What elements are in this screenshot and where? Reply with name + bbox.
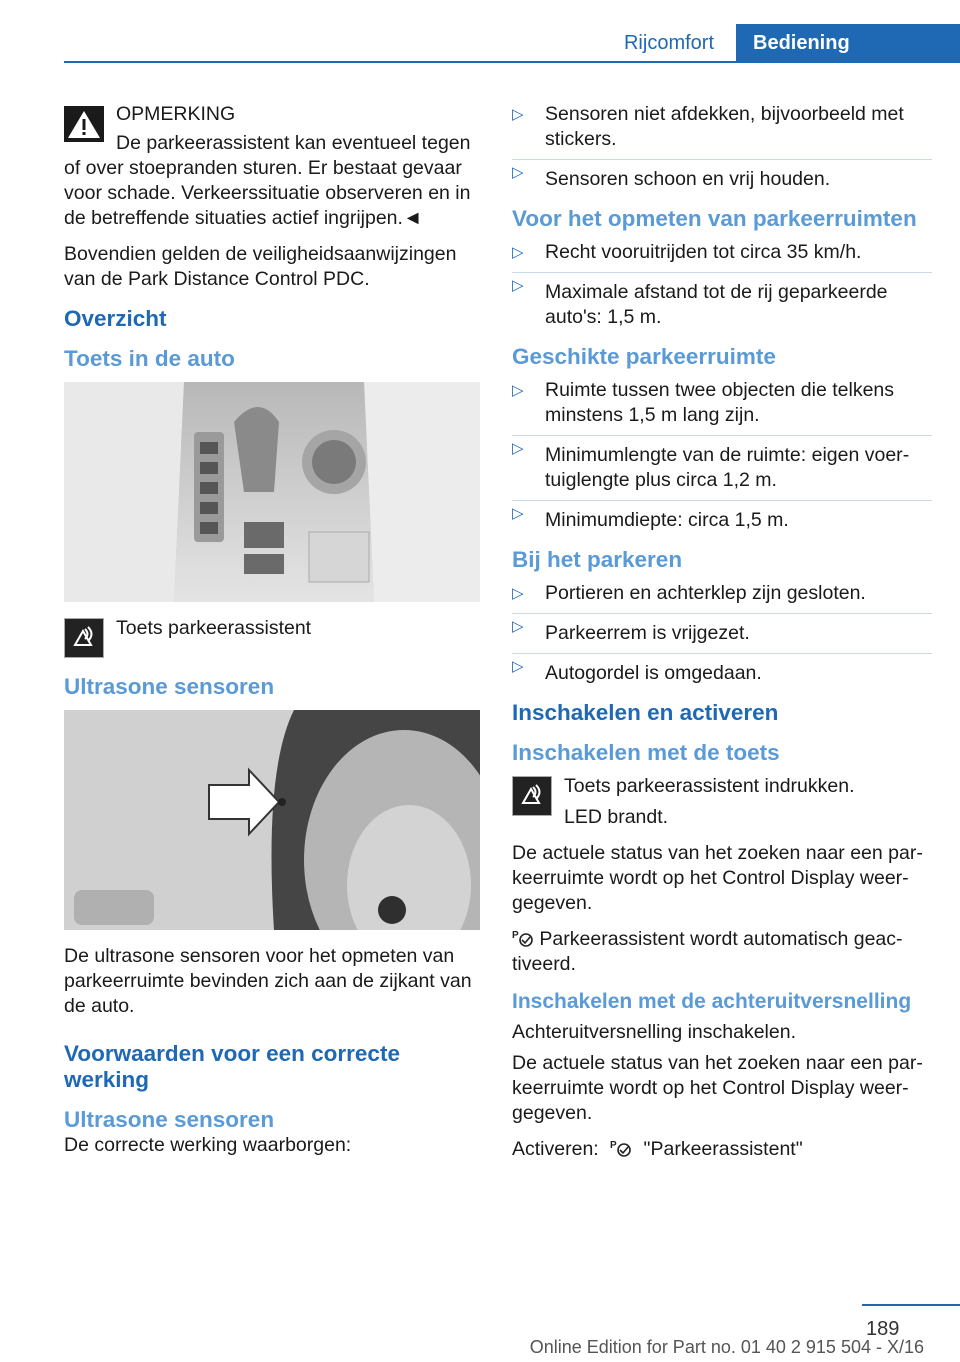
page-number: 189: [866, 1318, 900, 1340]
parking-assistant-key-icon: [512, 776, 552, 816]
activate-label: Activeren:: [512, 1138, 599, 1160]
left-column: [64, 102, 480, 1169]
list-sensors: [512, 102, 932, 192]
list-item: ▷ Portieren en achterklep zijn gesloten.: [512, 581, 932, 606]
footer-rule: [862, 1304, 960, 1306]
auto-activation-text: [512, 927, 932, 977]
key-step-1: Toets parkeerassistent indrukken.: [564, 775, 855, 797]
edition-note: Online Edition for Part no. 01 40 2 915 504 - X/16: [529, 1337, 924, 1357]
right-column: [512, 102, 932, 1173]
heading-parking: Bij het parkeren: [512, 547, 683, 572]
list-item: ▷ Parkeerrem is vrijgezet.: [512, 613, 932, 646]
list-suitable: [512, 378, 932, 533]
list-item: ▷ Ruimte tussen twee objecten die telkens minstens 1,5 m lang zijn.: [512, 378, 932, 428]
active-section-tab[interactable]: Bediening: [736, 24, 960, 62]
parking-assistant-symbol-icon: [610, 1138, 632, 1158]
status-text: De actuele status van het zoeken naar een parkeerruimte wordt op het Control Display weergegeven.: [512, 842, 923, 914]
heading-measure: Voor het opmeten van parkeerruimten: [512, 206, 917, 231]
heading-conditions: Voorwaarden voor een correcte werking: [64, 1041, 400, 1092]
heading-enable-key: Inschakelen met de toets: [512, 740, 780, 765]
intro-text: Bovendien gelden de veiligheidsaanwijzingen van de Park Distance Control PDC.: [64, 243, 457, 290]
list-item: ▷ Autogordel is omgedaan.: [512, 653, 932, 686]
activate-line: [512, 1137, 932, 1162]
key-step-2: LED brandt.: [564, 806, 669, 828]
list-item: ▷ Sensoren schoon en vrij houden.: [512, 159, 932, 192]
svg-text:P: P: [512, 930, 519, 941]
key-step-row: [512, 774, 932, 830]
notice-text: De parkeerassistent kan eventueel tegen of over stoepranden sturen. Er bestaat gevaar voor schade. Verkeerssituatie observeren en in de betreffende situaties actief ingrijpen.◄: [64, 132, 471, 229]
svg-text:P: P: [610, 1140, 617, 1151]
list-parking: [512, 581, 932, 686]
warning-triangle-icon: [64, 106, 104, 142]
heading-ultrasonic-2: Ultrasone sensoren: [64, 1107, 275, 1132]
activate-value: "Parkeerassistent": [643, 1138, 803, 1160]
list-item: ▷ Recht vooruitrijden tot circa 35 km/h.: [512, 240, 932, 265]
heading-overview: Overzicht: [64, 306, 167, 331]
center-console-photo: [64, 382, 480, 602]
key-label-row: [64, 616, 480, 660]
list-item: ▷ Maximale afstand tot de rij geparkeerde auto's: 1,5 m.: [512, 272, 932, 330]
ultrasonic-text: De ultrasone sensoren voor het opmeten van parkeerruimte bevinden zich aan de zijkant van de auto.: [64, 945, 472, 1017]
heading-button: Toets in de auto: [64, 346, 235, 371]
list-item: ▷ Minimumlengte van de ruimte: eigen voertuiglengte plus circa 1,2 m.: [512, 435, 932, 493]
reverse-step: Achteruitversnelling inschakelen.: [512, 1021, 796, 1043]
notice-title: OPMERKING: [116, 103, 236, 125]
warning-notice: [64, 102, 480, 127]
ultrasonic-sensor-photo: [64, 710, 480, 930]
heading-ultrasonic: Ultrasone sensoren: [64, 674, 275, 699]
heading-enable: Inschakelen en activeren: [512, 700, 779, 725]
parking-assistant-key-icon: [64, 618, 104, 658]
list-item: ▷ Sensoren niet afdekken, bijvoorbeeld met stickers.: [512, 102, 932, 152]
heading-suitable: Geschikte parkeerruimte: [512, 344, 776, 369]
parking-assistant-symbol-icon: [512, 928, 534, 948]
key-label: Toets parkeerassistent: [116, 617, 312, 639]
list-measure: [512, 240, 932, 330]
auto-text: Parkeerassistent wordt automatisch geactiveerd.: [512, 928, 903, 975]
conditions-text: De correcte werking waarborgen:: [64, 1134, 352, 1156]
status-text-2: De actuele status van het zoeken naar een parkeerruimte wordt op het Control Display weergegeven.: [512, 1052, 923, 1124]
heading-enable-reverse: Inschakelen met de achteruitversnelling: [512, 990, 912, 1013]
list-item: ▷ Minimumdiepte: circa 1,5 m.: [512, 500, 932, 533]
section-tab[interactable]: Rijcomfort: [623, 32, 714, 54]
